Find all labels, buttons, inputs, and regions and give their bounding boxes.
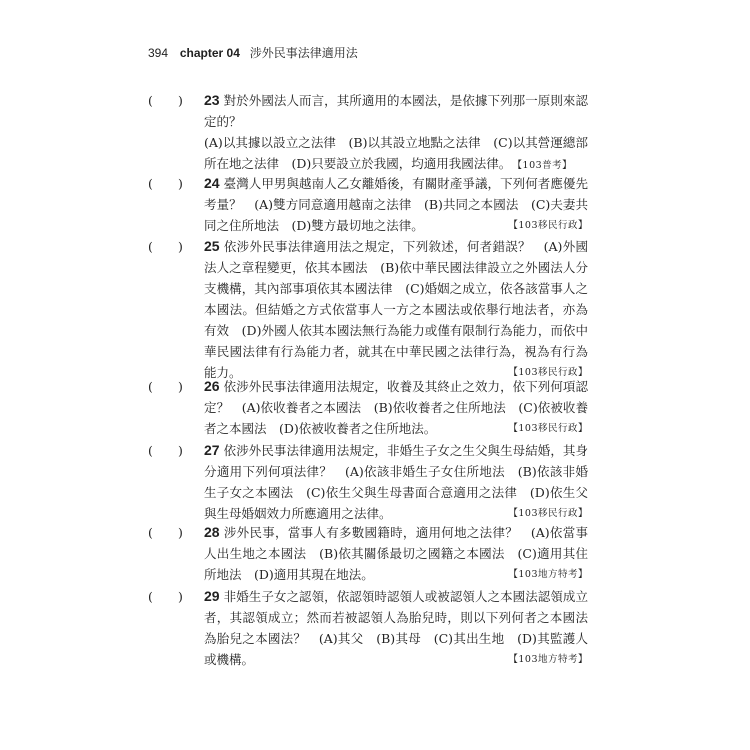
question-23 [148, 90, 588, 176]
question-stem: 對於外國法人而言，其所適用的本國法，是依據下列那一原則來認定的？ [204, 93, 588, 129]
exam-source: 【103移民行政】 [508, 220, 588, 231]
question-number: 29 [204, 588, 220, 604]
question-number: 28 [204, 524, 220, 540]
chapter-title: 涉外民事法律適用法 [249, 46, 358, 60]
question-number: 26 [204, 378, 220, 394]
question-stem: 非婚生子女之認領，依認領時認領人或被認領人之本國法認領成立者，其認領成立；然而若被認領人為胎兒時，則以下列何者之本國法為胎兒之本國法？ (A)其父 (B)其母 (C)其出生地 (D)其監護人或機構。 [204, 589, 588, 667]
exam-source: 【103地方特考】 [508, 654, 588, 665]
answer-blank: ( ) [148, 443, 183, 458]
question-stem: 依涉外民事法律適用法之規定，下列敘述，何者錯誤？ (A)外國法人之章程變更，依其本國法 (B)依中華民國法律設立之外國法人分支機構，其內部事項依其本國法律 (C)婚姻之成立，依各該當事人之本國法。但結婚之方式依當事人一方之本國法或依舉行地法者，亦為有效 (D)外國人依其本國法無行為能力或僅有限制行為能力，而依中華民國法律有行為能力者，就其在中華民國之法律行為，視為有行為能力。 [204, 239, 588, 380]
answer-blank: ( ) [148, 176, 183, 191]
question-number: 27 [204, 442, 220, 458]
exam-source: 【103地方特考】 [508, 569, 588, 580]
exam-source: 【103普考】 [517, 160, 573, 171]
question-stem: 涉外民事，當事人有多數國籍時，適用何地之法律？ (A)依當事人出生地之本國法 (B)依其關係最切之國籍之本國法 (C)適用其住所地法 (D)適用其現在地法。 [204, 525, 588, 582]
question-25 [148, 236, 588, 383]
question-stem: 依涉外民事法律適用法規定，收養及其終止之效力，依下列何項認定？ (A)依收養者之本國法 (B)依收養者之住所地法 (C)依被收養者之本國法 (D)依被收養者之住所地法。 [204, 379, 588, 436]
exam-source: 【103移民行政】 [508, 367, 588, 378]
question-number: 24 [204, 175, 220, 191]
question-29 [148, 586, 588, 670]
chapter-label: chapter 04 [179, 46, 240, 60]
question-27 [148, 440, 588, 524]
question-number: 25 [204, 238, 220, 254]
question-stem: 臺灣人甲男與越南人乙女離婚後，有關財產爭議，下列何者應優先考量？ (A)雙方同意適用越南之法律 (B)共同之本國法 (C)夫妻共同之住所地法 (D)雙方最切地之法律。 [204, 176, 588, 233]
exam-source: 【103移民行政】 [508, 508, 588, 519]
running-header [148, 44, 358, 61]
question-stem: 依涉外民事法律適用法規定，非婚生子女之生父與生母結婚，其身分適用下列何項法律？ (A)依該非婚生子女住所地法 (B)依該非婚生子女之本國法 (C)依生父與生母書面合意適用之法律 (D)依生父與生母婚姻效力所應適用之法律。 [204, 443, 588, 521]
question-options: (A)以其據以設立之法律 (B)以其設立地點之法律 (C)以其營運總部所在地之法律 (D)只要設立於我國，均適用我國法律。 【103普考】 [204, 135, 588, 171]
answer-blank: ( ) [148, 379, 183, 394]
question-24 [148, 173, 588, 236]
page-number: 394 [148, 46, 169, 60]
question-28 [148, 522, 588, 585]
question-number: 23 [204, 92, 220, 108]
question-26 [148, 376, 588, 439]
exam-source: 【103移民行政】 [508, 423, 588, 434]
answer-blank: ( ) [148, 589, 183, 604]
answer-blank: ( ) [148, 239, 183, 254]
answer-blank: ( ) [148, 93, 183, 108]
answer-blank: ( ) [148, 525, 183, 540]
